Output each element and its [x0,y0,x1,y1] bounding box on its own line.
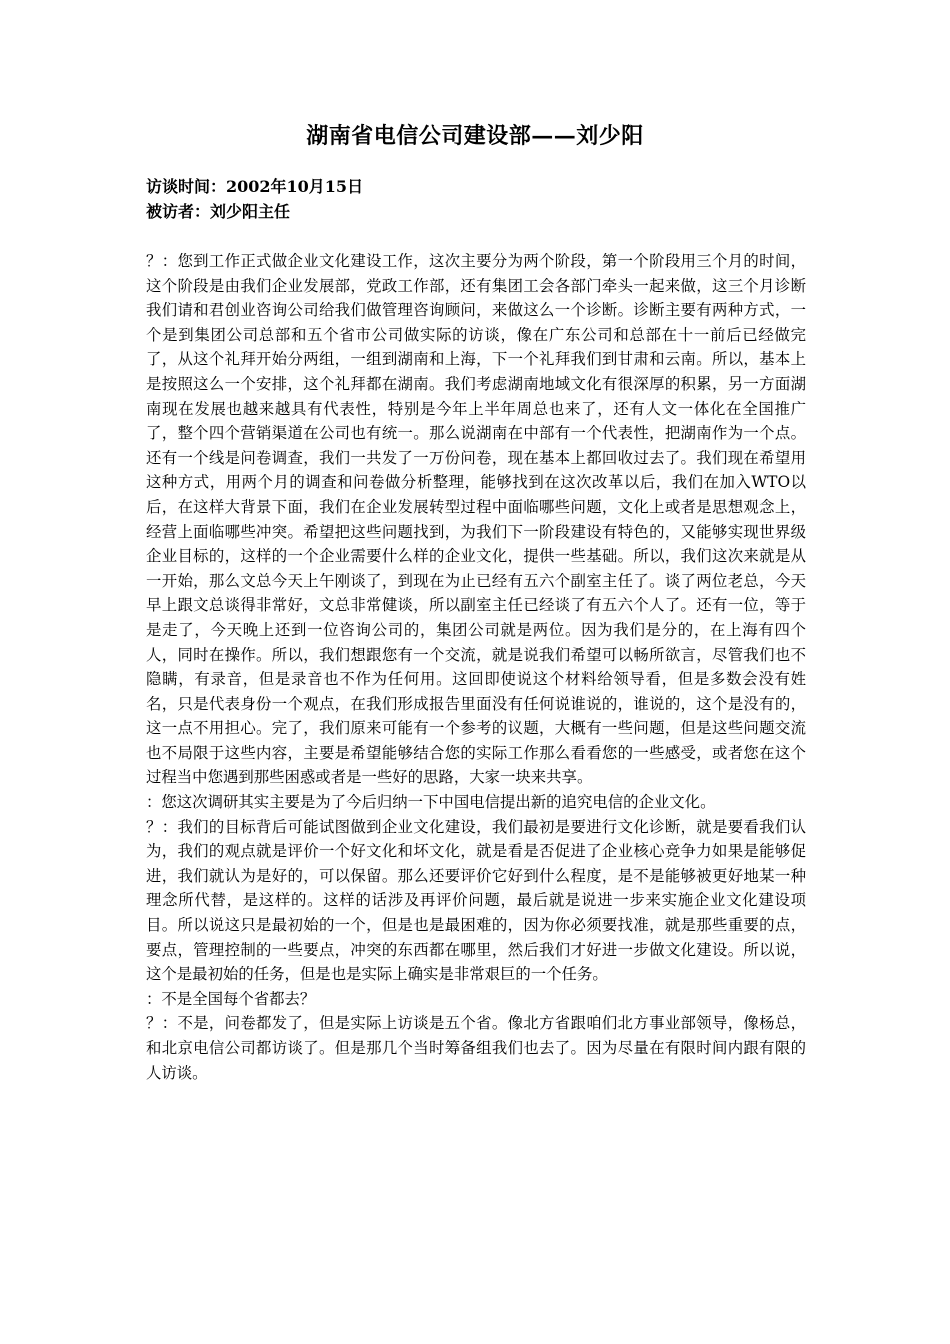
transcript-paragraph: ：您这次调研其实主要是为了今后归纳一下中国电信提出新的追究电信的企业文化。 [146,793,716,812]
interview-transcript [146,249,806,1085]
transcript-paragraph: ？：您到工作正式做企业文化建设工作，这次主要分为两个阶段，第一个阶段用三个月的时间，这个阶段是由我们企业发展部，党政工作部，还有集团工会各部门牵头一起来做，这三个月诊断我们请和君创业咨询公司给我们做管理咨询顾问，来做这么一个诊断。诊断主要有两种方式，一个是到集团公司总部和五个省市公司做实际的访谈，像在广东公司和总部在十一前后已经做完了，从这个礼拜开始分两组，一组到湖南和上海，下一个礼拜我们到甘肃和云南。所以，基本上是按照这么一个安排，这个礼拜都在湖南。我们考虑湖南地域文化有很深厚的积累，另一方面湖南现在发展也越来越具有代表性，特别是今年上半年周总也来了，还有人文一体化在全国推广了，整个四个营销渠道在公司也有统一。那么说湖南在中部有一个代表性，把湖南作为一个点。还有一个线是问卷调查，我们一共发了一万份问卷，现在基本上都回收过去了。我们现在希望用这种方式，用两个月的调查和问卷做分析整理，能够找到在这次改革以后，我们在加入WTO以后，在这样大背景下面，我们在企业发展转型过程中面临哪些问题，文化上或者是思想观念上，经营上面临哪些冲突。希望把这些问题找到，为我们下一阶段建设有特色的，又能够实现世界级企业目标的，这样的一个企业需要什么样的企业文化，提供一些基础。所以，我们这次来就是从一开始，那么文总今天上午刚谈了，到现在为止已经有五六个副室主任了。谈了两位老总，今天早上跟文总谈得非常好，文总非常健谈，所以副室主任已经谈了有五六个人了。还有一位，等于是走了，今天晚上还到一位咨询公司的，集团公司就是两位。因为我们是分的，在上海有四个人，同时在操作。所以，我们想跟您有一个交流，就是说我们希望可以畅所欲言，尽管我们也不隐瞒，有录音，但是录音也不作为任何用。这回即使说这个材料给领导看，但是多数会没有姓名，只是代表身份一个观点，在我们形成报告里面没有任何说谁说的，谁说的，这个是没有的，这一点不用担心。完了，我们原来可能有一个参考的议题，大概有一些问题，但是这些问题交流也不局限于这些内容，主要是希望能够结合您的实际工作那么看看您的一些感受，或者您在这个过程当中您遇到那些困惑或者是一些好的思路，大家一块来共享。 [146,252,806,787]
document-title: 湖南省电信公司建设部——刘少阳 [306,123,644,149]
transcript-paragraph: ？：我们的目标背后可能试图做到企业文化建设，我们最初是要进行文化诊断，就是要看我们认为，我们的观点就是评价一个好文化和坏文化，就是看是否促进了企业核心竞争力如果是能够促进，我们就认为是好的，可以保留。那么还要评价它好到什么程度，是不是能够被更好地某一种理念所代替，是这样的。这样的话涉及再评价问题，最后就是说进一步来实施企业文化建设项目。所以说这只是最初始的一个，但是也是最困难的，因为你必须要找准，就是那些重要的点，要点，管理控制的一些要点，冲突的东西都在哪里，然后我们才好进一步做文化建设。所以说，这个是最初始的任务，但是也是实际上确实是非常艰巨的一个任务。 [146,817,806,984]
transcript-paragraph: ？：不是，问卷都发了，但是实际上访谈是五个省。像北方省跟咱们北方事业部领导，像杨总，和北京电信公司都访谈了。但是那几个当时筹备组我们也去了。因为尽量在有限时间内跟有限的人访谈。 [146,1014,806,1082]
interview-date: 访谈时间：2002年10月15日 [146,177,364,196]
transcript-paragraph: ：不是全国每个省都去？ [146,989,316,1008]
interviewee: 被访者：刘少阳主任 [146,202,291,221]
